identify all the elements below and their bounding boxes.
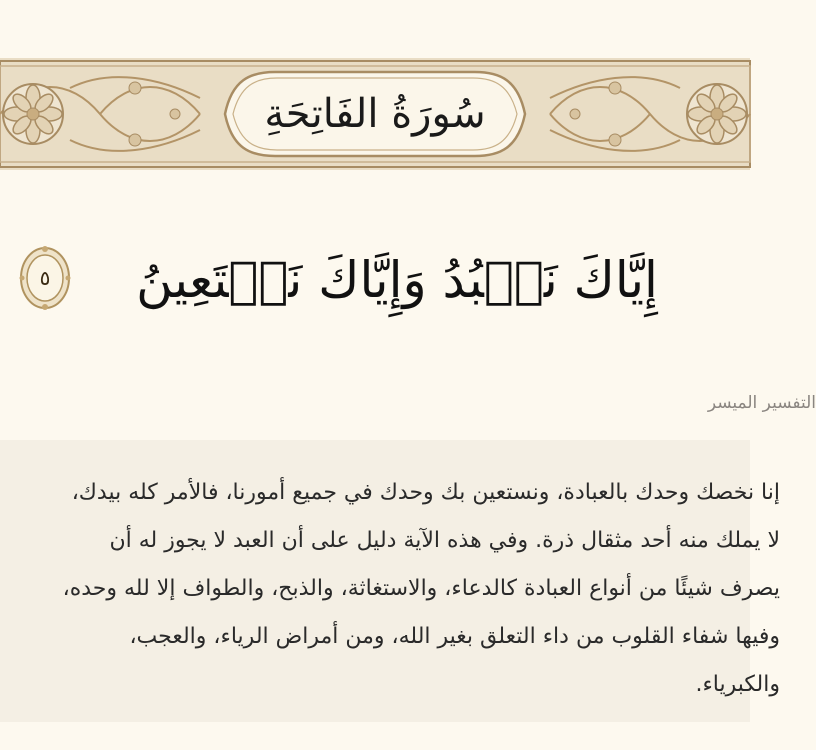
tafsir-source-text: التفسير الميسر <box>707 393 816 413</box>
verse-text[interactable]: إِيَّاكَ نَعۡبُدُ وَإِيَّاكَ نَسۡتَعِينُ <box>136 251 658 309</box>
right-rosette <box>687 84 747 144</box>
left-rosette <box>3 84 63 144</box>
verse-row[interactable] <box>0 225 750 335</box>
ayah-number: ٥ <box>39 266 51 290</box>
tafsir-box <box>0 440 780 722</box>
ayah-number-marker <box>18 245 72 311</box>
surah-title: سُورَةُ الفَاتِحَةِ <box>264 91 486 137</box>
tafsir-line: والكبرياء. <box>695 672 780 697</box>
tafsir-line: إنا نخصك وحدك بالعبادة، ونستعين بك وحدك في جميع أمورنا، فالأمر كله بيدك، <box>71 480 780 505</box>
tafsir-line: وفيها شفاء القلوب من داء التعلق بغير الله، ومن أمراض الرياء، والعجب، <box>129 624 780 649</box>
surah-header-banner <box>0 58 750 170</box>
tafsir-line: يصرف شيئًا من أنواع العبادة كالدعاء، والاستغاثة، والذبح، والطواف إلا لله وحده، <box>62 576 780 601</box>
tafsir-source-label <box>550 393 816 413</box>
tafsir-line: لا يملك منه أحد مثقال ذرة. وفي هذه الآية دليل على أن العبد لا يجوز له أن <box>109 528 780 553</box>
